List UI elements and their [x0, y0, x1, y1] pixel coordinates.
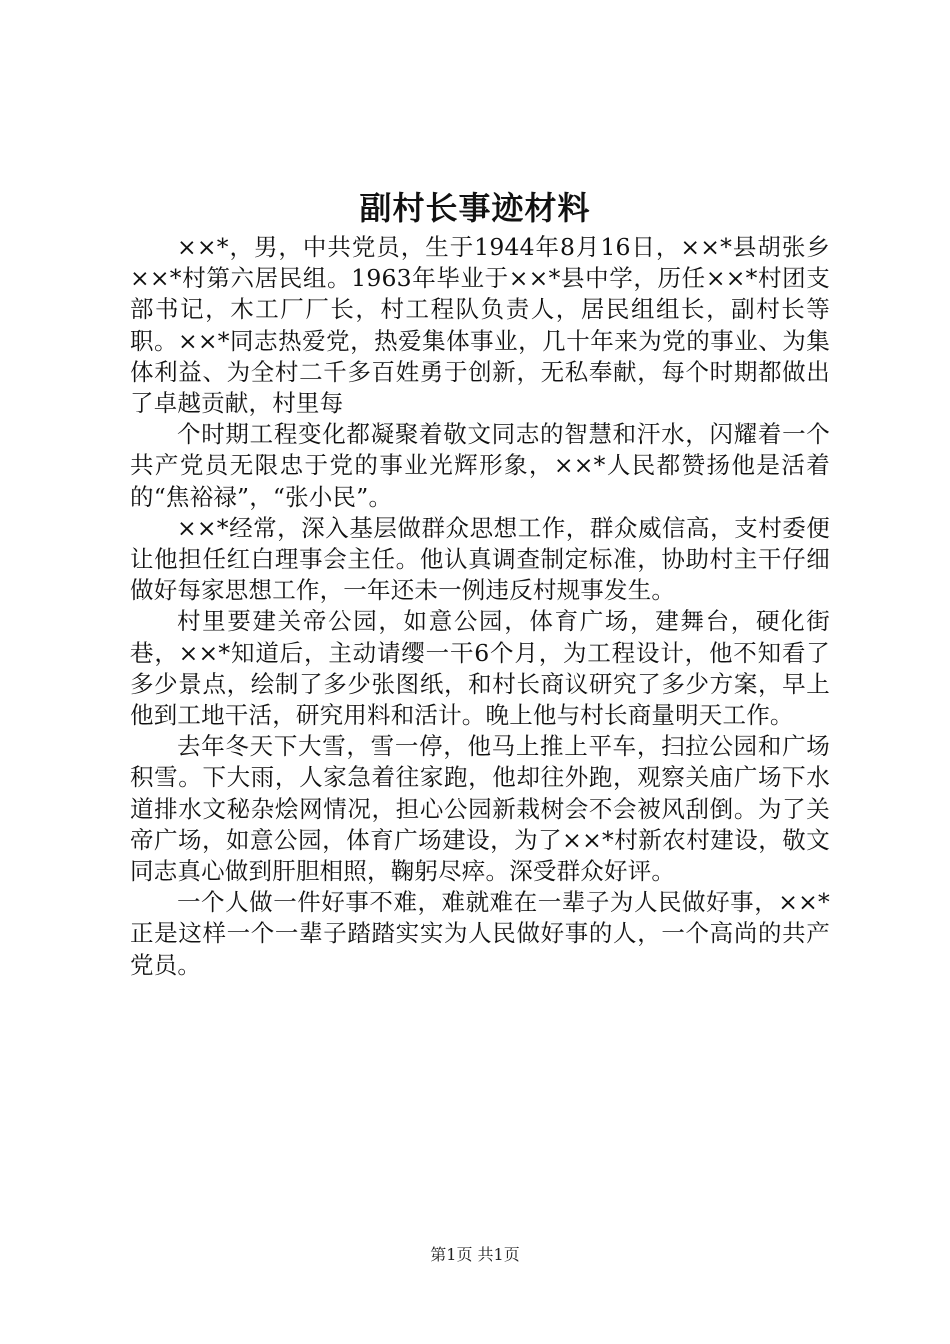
paragraph-intro: ××*，男，中共党员，生于1944年8月16日，××*县胡张乡××*村第六居民组。1963年毕业于××*县中学，历任××*村团支部书记，木工厂厂长，村工程队负责人，居民组组长，副村长等职。××*同志热爱党，热爱集体事业，几十年来为党的事业、为集体利益、为全村二千多百姓勇于创新，无私奉献，每个时期都做出了卓越贡献，村里每: [130, 233, 830, 418]
paragraph-snow-rain: 去年冬天下大雪，雪一停，他马上推上平车，扫拉公园和广场积雪。下大雨，人家急着往家跑，他却往外跑，观察关庙广场下水道排水文秘杂烩网情况，担心公园新栽树会不会被风刮倒。为了关帝广场，如意公园，体育广场建设，为了××*村新农村建设，敬文同志真心做到肝胆相照，鞠躬尽瘁。深受群众好评。: [130, 732, 830, 886]
paragraph-conclusion: 一个人做一件好事不难，难就难在一辈子为人民做好事，××*正是这样一个一辈子踏踏实实为人民做好事的人，一个高尚的共产党员。: [130, 888, 830, 979]
page-footer: 第1页 共1页: [430, 1245, 520, 1264]
paragraph-continuation: 个时期工程变化都凝聚着敬文同志的智慧和汗水，闪耀着一个共产党员无限忠于党的事业光辉形象，××*人民都赞扬他是活着的“焦裕禄”，“张小民”。: [130, 420, 830, 511]
document-body: [130, 232, 830, 981]
paragraph-park-construction: 村里要建关帝公园，如意公园，体育广场，建舞台，硬化街巷，××*知道后，主动请缨一干6个月，为工程设计，他不知看了多少景点，绘制了多少张图纸，和村长商议研究了多少方案，早上他到工地干活，研究用料和活计。晚上他与村长商量明天工作。: [130, 607, 830, 730]
paragraph-mass-work: ××*经常，深入基层做群众思想工作，群众威信高，支村委便让他担任红白理事会主任。他认真调查制定标准，协助村主干仔细做好每家思想工作，一年还未一例违反村规事发生。: [130, 513, 830, 605]
document-title: 副村长事迹材料: [359, 189, 591, 227]
